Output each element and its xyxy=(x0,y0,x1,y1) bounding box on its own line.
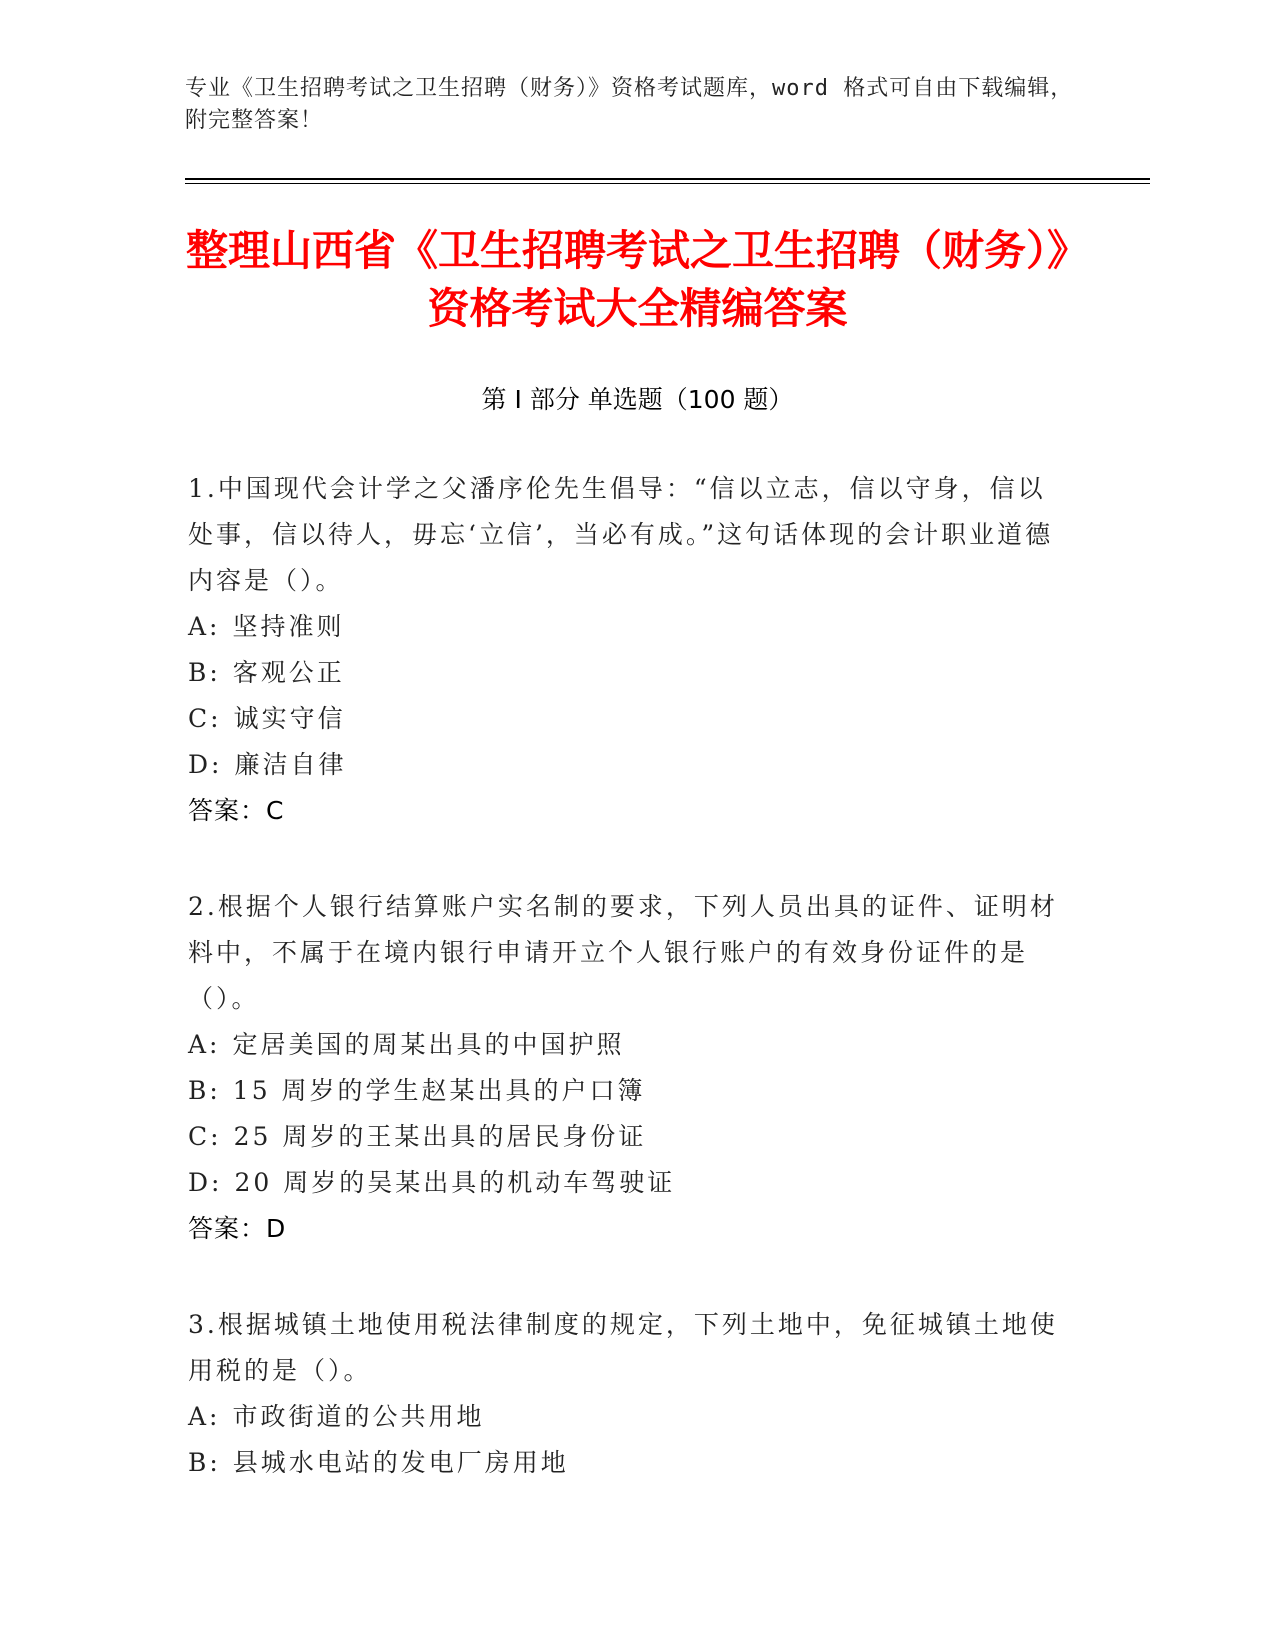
option-text: 20 周岁的吴某出具的机动车驾驶证 xyxy=(234,1168,676,1197)
option-d xyxy=(188,1160,1058,1206)
option-b xyxy=(188,650,1058,696)
option-d xyxy=(188,742,1058,788)
option-text: 客观公正 xyxy=(232,658,345,687)
option-letter: B: xyxy=(188,658,221,687)
option-letter: C: xyxy=(188,1122,222,1151)
section-heading: 第 I 部分 单选题（100 题） xyxy=(481,385,794,414)
option-letter: A: xyxy=(188,1030,221,1059)
option-text: 25 周岁的王某出具的居民身份证 xyxy=(233,1122,647,1151)
option-b xyxy=(188,1068,1058,1114)
question-stem: 2.根据个人银行结算账户实名制的要求，下列人员出具的证件、证明材料中，不属于在境内银行申请开立个人银行账户的有效身份证件的是（）。 xyxy=(188,892,1058,1013)
document-title: 整理山西省《卫生招聘考试之卫生招聘（财务）》资格考试大全精编答案 xyxy=(185,226,1089,333)
question-stem: 1.中国现代会计学之父潘序伦先生倡导：“信以立志，信以守身，信以处事，信以待人，毋忘‘立信’，当必有成。”这句话体现的会计职业道德内容是（）。 xyxy=(188,474,1054,595)
option-letter: D: xyxy=(188,1168,223,1197)
option-c xyxy=(188,1114,1058,1160)
option-text: 市政街道的公共用地 xyxy=(232,1402,485,1431)
option-text: 廉洁自律 xyxy=(234,750,347,779)
option-a xyxy=(188,1022,1058,1068)
option-text: 县城水电站的发电厂房用地 xyxy=(232,1448,569,1477)
question-3 xyxy=(188,1302,1058,1486)
question-stem: 3.根据城镇土地使用税法律制度的规定，下列土地中，免征城镇土地使用税的是（）。 xyxy=(188,1310,1058,1385)
option-text: 坚持准则 xyxy=(232,612,345,641)
option-text: 诚实守信 xyxy=(233,704,346,733)
option-text: 15 周岁的学生赵某出具的户口簿 xyxy=(232,1076,646,1105)
option-letter: A: xyxy=(188,1402,221,1431)
option-text: 定居美国的周某出具的中国护照 xyxy=(232,1030,625,1059)
header-divider-thick xyxy=(185,178,1150,180)
option-a xyxy=(188,604,1058,650)
answer-line: 答案：C xyxy=(188,796,285,825)
option-b xyxy=(188,1440,1058,1486)
option-letter: B: xyxy=(188,1076,221,1105)
answer-line: 答案：D xyxy=(188,1214,287,1243)
option-c xyxy=(188,696,1058,742)
option-letter: B: xyxy=(188,1448,221,1477)
option-letter: C: xyxy=(188,704,222,733)
option-letter: A: xyxy=(188,612,221,641)
option-a xyxy=(188,1394,1058,1440)
header-note: 专业《卫生招聘考试之卫生招聘（财务）》资格考试题库，word 格式可自由下载编辑，附完整答案！ xyxy=(185,76,1074,133)
question-1 xyxy=(188,466,1058,834)
question-2 xyxy=(188,884,1058,1252)
option-letter: D: xyxy=(188,750,223,779)
header-divider-thin xyxy=(185,183,1150,184)
question-list xyxy=(188,466,1058,1536)
